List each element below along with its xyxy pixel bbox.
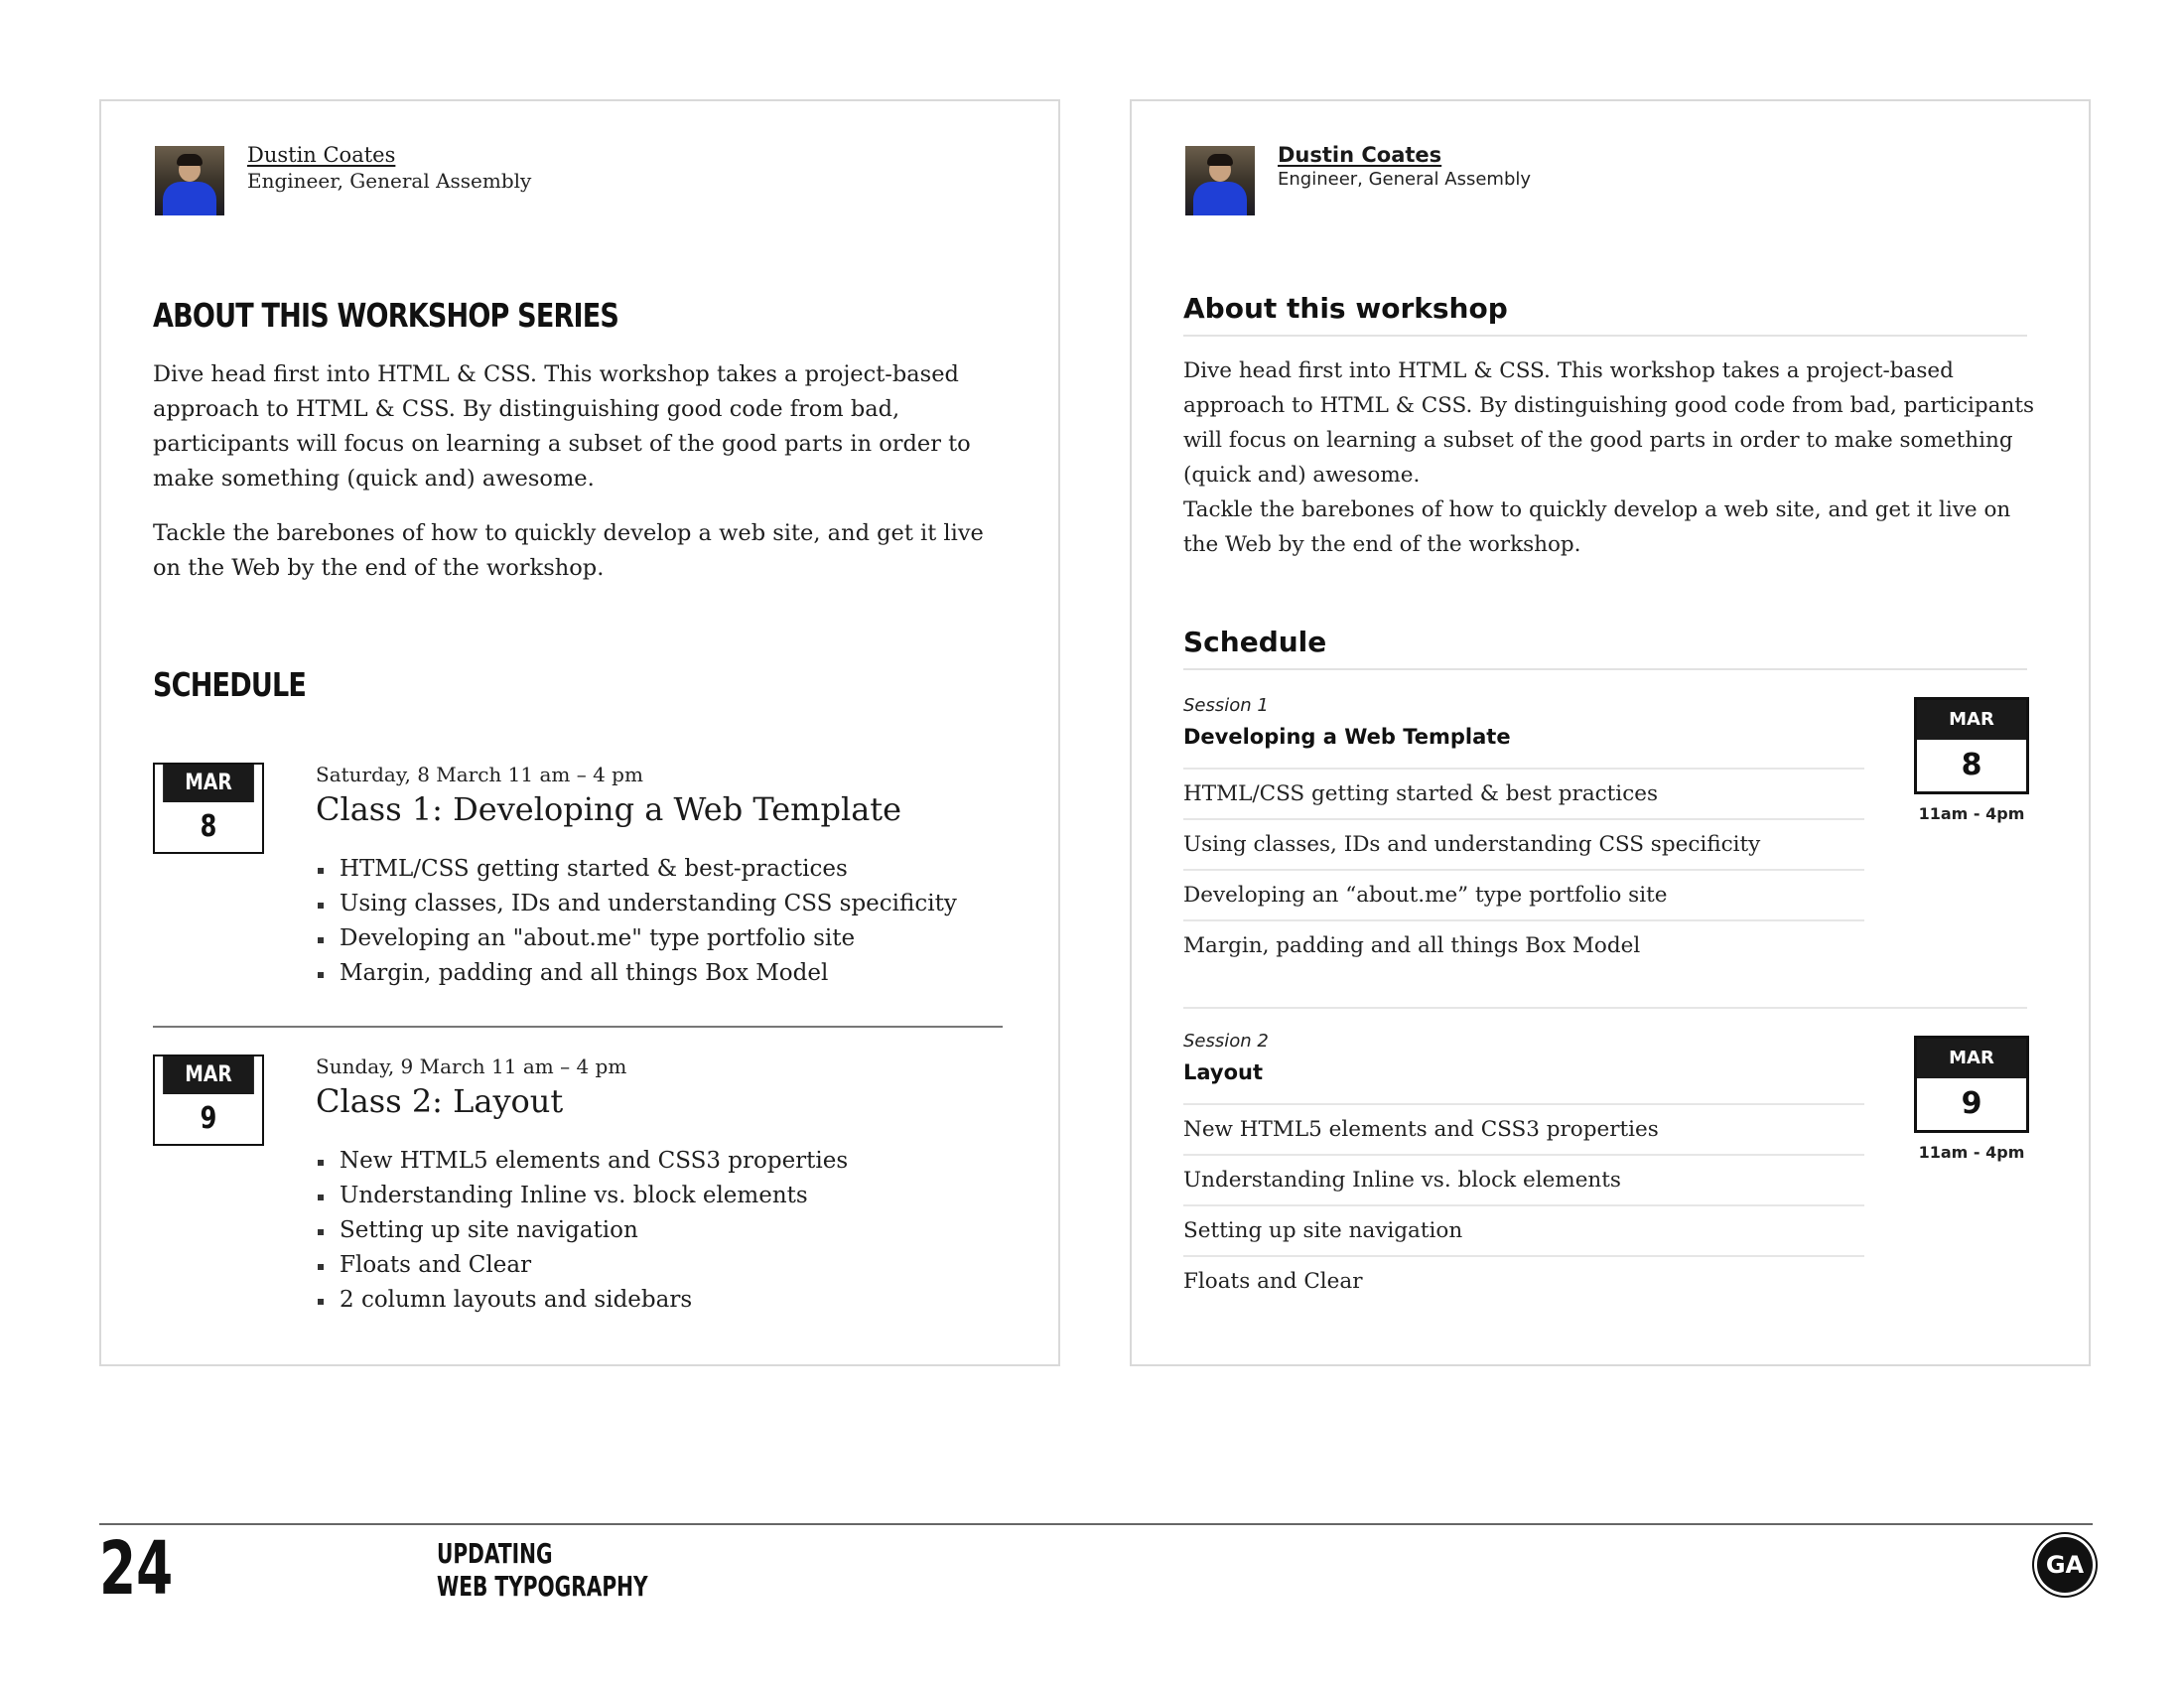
session-label: Session 2 <box>1183 1031 1269 1052</box>
list-item: 2 column layouts and sidebars <box>316 1283 848 1318</box>
about-paragraph-2: Tackle the barebones of how to quickly develop a web site, and get it live on the Web by the end of the workshop. <box>153 520 984 581</box>
calendar-badge <box>153 763 264 854</box>
class-topic-list <box>316 1144 848 1318</box>
left-design-panel <box>99 99 1060 1366</box>
list-item: Margin, padding and all things Box Model <box>316 956 957 991</box>
list-item: New HTML5 elements and CSS3 properties <box>316 1144 848 1179</box>
list-item: Setting up site navigation <box>1183 1206 1864 1257</box>
right-design-panel <box>1130 99 2091 1366</box>
session-label: Session 1 <box>1183 695 1269 716</box>
footer-title-line-2: WEB TYPOGRAPHY <box>437 1570 648 1603</box>
session-topic-list <box>1183 1103 1864 1306</box>
calendar-badge <box>153 1055 264 1146</box>
session-title: Developing a Web Template <box>1183 725 1511 749</box>
calendar-day: 8 <box>200 809 217 844</box>
footer-title <box>437 1537 648 1603</box>
session-time: 11am - 4pm <box>1918 804 2025 823</box>
list-item: Setting up site navigation <box>316 1213 848 1248</box>
session-topic-list <box>1183 768 1864 970</box>
class-date: Sunday, 9 March 11 am – 4 pm <box>316 1055 627 1078</box>
footer-title-line-1: UPDATING <box>437 1537 553 1570</box>
class-title: Class 1: Developing a Web Template <box>316 790 902 828</box>
schedule-heading: Schedule <box>1183 626 2027 670</box>
footer-rule <box>99 1523 2093 1525</box>
calendar-badge <box>1914 697 2029 794</box>
session-divider <box>1183 1007 2027 1009</box>
calendar-month: MAR <box>1917 1039 2026 1078</box>
author-name-link[interactable]: Dustin Coates <box>1278 143 1442 167</box>
calendar-month: MAR <box>163 765 254 802</box>
list-item: Understanding Inline vs. block elements <box>316 1179 848 1213</box>
author-avatar <box>155 146 224 215</box>
calendar-month: MAR <box>1917 700 2026 740</box>
class-date: Saturday, 8 March 11 am – 4 pm <box>316 763 643 786</box>
list-item: HTML/CSS getting started & best practices <box>1183 770 1864 820</box>
author-role: Engineer, General Assembly <box>1278 169 1532 190</box>
about-paragraph-1: Dive head first into HTML & CSS. This workshop takes a project-based approach to HTML & CSS. By distinguishing good code from bad, participants will focus on learning a subset of the good parts in order to make something (quick and) awesome. <box>1183 358 2035 488</box>
calendar-day: 9 <box>1961 1086 1982 1121</box>
class-title: Class 2: Layout <box>316 1082 564 1120</box>
calendar-day: 9 <box>200 1101 217 1136</box>
author-name-link[interactable]: Dustin Coates <box>247 143 396 167</box>
list-item: New HTML5 elements and CSS3 properties <box>1183 1105 1864 1156</box>
list-item: Floats and Clear <box>316 1248 848 1283</box>
about-paragraph-1: Dive head first into HTML & CSS. This workshop takes a project-based approach to HTML & CSS. By distinguishing good code from bad, participants will focus on learning a subset of the good parts in order to make something (quick and) awesome. <box>153 361 971 492</box>
class-topic-list <box>316 852 957 991</box>
list-item: Using classes, IDs and understanding CSS specificity <box>1183 820 1864 871</box>
author-block <box>1185 143 1532 215</box>
calendar-month: MAR <box>163 1056 254 1094</box>
author-role: Engineer, General Assembly <box>247 169 532 193</box>
list-item: Margin, padding and all things Box Model <box>1183 933 1641 958</box>
list-item: Understanding Inline vs. block elements <box>1183 1156 1864 1206</box>
list-item: Developing an “about.me” type portfolio site <box>1183 871 1864 921</box>
class-divider <box>153 1026 1003 1028</box>
list-item: Developing an "about.me" type portfolio site <box>316 921 957 956</box>
schedule-heading: SCHEDULE <box>153 665 307 704</box>
author-block <box>155 143 532 215</box>
about-heading: ABOUT THIS WORKSHOP SERIES <box>153 296 619 335</box>
session-title: Layout <box>1183 1060 1264 1084</box>
calendar-badge <box>1914 1036 2029 1133</box>
author-avatar <box>1185 146 1255 215</box>
page-number: 24 <box>99 1526 174 1612</box>
about-paragraph-2: Tackle the barebones of how to quickly develop a web site, and get it live on the Web by the end of the workshop. <box>1183 497 2011 557</box>
list-item: HTML/CSS getting started & best-practices <box>316 852 957 887</box>
calendar-day: 8 <box>1961 748 1982 782</box>
session-time: 11am - 4pm <box>1918 1143 2025 1162</box>
general-assembly-logo-icon: GA <box>2037 1537 2093 1593</box>
list-item: Using classes, IDs and understanding CSS specificity <box>316 887 957 921</box>
about-heading: About this workshop <box>1183 292 2027 337</box>
list-item: Floats and Clear <box>1183 1269 1363 1294</box>
